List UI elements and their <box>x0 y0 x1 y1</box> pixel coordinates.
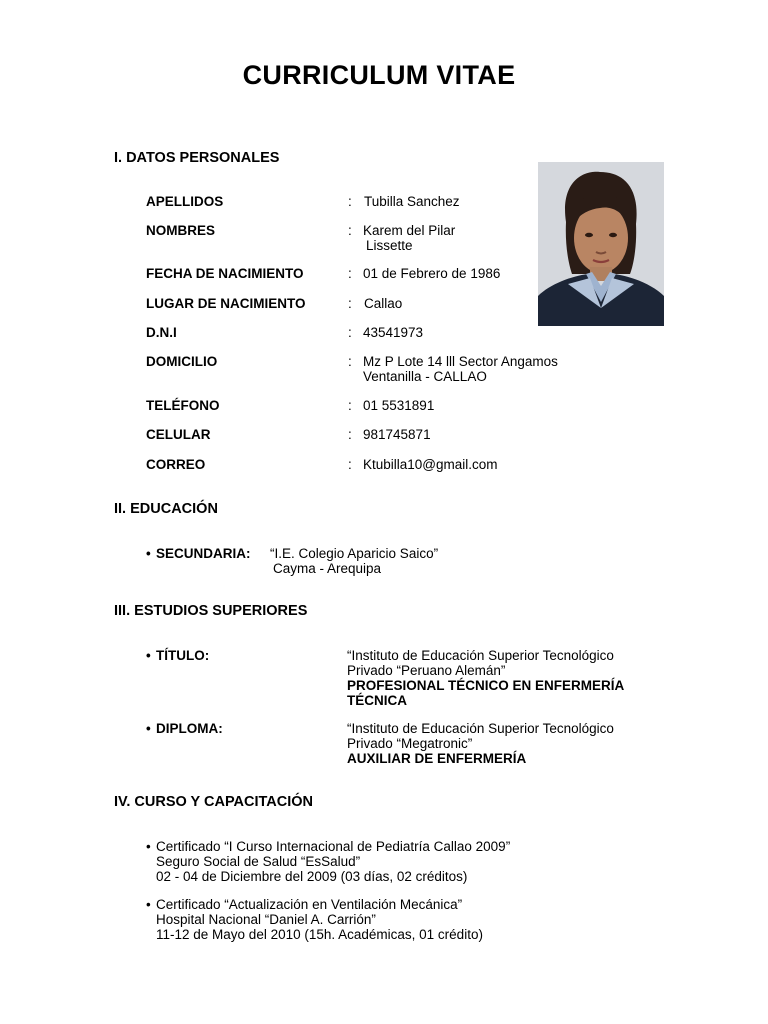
birthdate-label: FECHA DE NACIMIENTO <box>146 266 304 281</box>
school-line-1: “I.E. Colegio Aparicio Saico” <box>270 546 439 561</box>
birthdate-value: 01 de Febrero de 1986 <box>363 266 501 281</box>
school-line-2: Cayma - Arequipa <box>273 561 382 576</box>
course-item <box>156 897 483 942</box>
birthplace-value: Callao <box>364 296 403 311</box>
separator-colon: : <box>348 194 352 209</box>
names-line-1: Karem del Pilar <box>363 223 456 238</box>
dni-label: D.N.I <box>146 325 177 340</box>
surname-label: APELLIDOS <box>146 194 224 209</box>
email-label: CORREO <box>146 457 206 472</box>
section-heading-higher-studies: III. ESTUDIOS SUPERIORES <box>114 603 308 619</box>
phone-value: 01 5531891 <box>363 398 435 413</box>
course-line-2: Seguro Social de Salud “EsSalud” <box>156 854 361 869</box>
education-level-label: • SECUNDARIA: <box>156 546 251 561</box>
separator-colon: : <box>348 398 352 413</box>
dni-value: 43541973 <box>363 325 424 340</box>
surname-value: Tubilla Sanchez <box>364 194 460 209</box>
section-heading-personal: I. DATOS PERSONALES <box>114 150 280 166</box>
course-line-1: • Certificado “I Curso Internacional de Pediatría Callao 2009” <box>156 839 511 854</box>
education-school <box>270 546 438 576</box>
diploma-line-2: Privado “Megatronic” <box>347 736 473 751</box>
mobile-label: CELULAR <box>146 427 211 442</box>
separator-colon: : <box>348 427 352 442</box>
course-line-3: 02 - 04 de Diciembre del 2009 (03 días, 02 créditos) <box>156 869 468 884</box>
address-line-1: Mz P Lote 14 lll Sector Angamos <box>363 354 558 369</box>
degree-line-2: Privado “Peruano Alemán” <box>347 663 506 678</box>
profile-photo <box>538 162 664 326</box>
separator-colon: : <box>348 354 352 369</box>
separator-colon: : <box>348 325 352 340</box>
address-label: DOMICILIO <box>146 354 218 369</box>
phone-label: TELÉFONO <box>146 398 220 413</box>
degree-line-3: PROFESIONAL TÉCNICO EN ENFERMERÍA <box>347 678 625 693</box>
course-line-3: 11-12 de Mayo del 2010 (15h. Académicas, 01 crédito) <box>156 927 483 942</box>
degree-label: • TÍTULO: <box>156 648 209 663</box>
email-value: Ktubilla10@gmail.com <box>363 457 498 472</box>
separator-colon: : <box>348 223 352 238</box>
names-line-2: Lissette <box>366 238 413 253</box>
diploma-label: • DIPLOMA: <box>156 721 223 736</box>
course-line-2: Hospital Nacional “Daniel A. Carrión” <box>156 912 376 927</box>
section-heading-education: II. EDUCACIÓN <box>114 501 218 517</box>
separator-colon: : <box>348 266 352 281</box>
section-heading-courses: IV. CURSO Y CAPACITACIÓN <box>114 794 314 810</box>
mobile-value: 981745871 <box>363 427 431 442</box>
birthplace-label: LUGAR DE NACIMIENTO <box>146 296 306 311</box>
degree-line-4: TÉCNICA <box>347 693 407 708</box>
degree-details <box>347 648 624 708</box>
diploma-details <box>347 721 614 766</box>
diploma-line-3: AUXILIAR DE ENFERMERÍA <box>347 751 527 766</box>
course-line-1: • Certificado “Actualización en Ventilación Mecánica” <box>156 897 463 912</box>
names-label: NOMBRES <box>146 223 216 238</box>
course-item <box>156 839 510 884</box>
separator-colon: : <box>348 296 352 311</box>
degree-line-1: “Instituto de Educación Superior Tecnológico <box>347 648 614 663</box>
document-title: CURRICULUM VITAE <box>242 60 516 90</box>
separator-colon: : <box>348 457 352 472</box>
address-line-2: Ventanilla - CALLAO <box>363 369 487 384</box>
address-value <box>363 354 558 384</box>
names-value <box>363 223 455 253</box>
diploma-line-1: “Instituto de Educación Superior Tecnológico <box>347 721 614 736</box>
